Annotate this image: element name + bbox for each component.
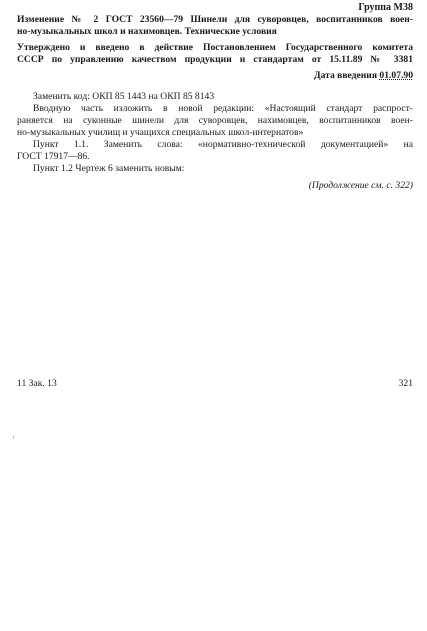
continuation-note: (Продолжение см. с. 322) bbox=[308, 180, 413, 191]
effective-date-value: 01.07.90 bbox=[379, 70, 413, 81]
amendment-title-line-1: Изменение № 2 ГОСТ 23560—79 Шинели для суворовцев, воспитанников воен- bbox=[17, 14, 413, 25]
effective-date-label: Дата введения bbox=[313, 70, 378, 81]
scan-speck bbox=[13, 436, 14, 439]
paragraph-clause-1-1-line-1: Пункт 1.1. Заменить слова: «нормативно-технической документацией» на bbox=[33, 139, 413, 150]
effective-date bbox=[314, 70, 413, 82]
paragraph-clause-1-2: Пункт 1.2 Чертеж 6 заменить новым: bbox=[33, 163, 185, 174]
approval-line-2: СССР по управлению качеством продукции и стандартам от 15.11.89 № 3381 bbox=[17, 54, 413, 65]
paragraph-code-replacement: Заменить код: ОКП 85 1443 на ОКП 85 8143 bbox=[33, 91, 215, 102]
paragraph-introduction-line-1: Вводную часть изложить в новой редакции: «Настоящий стандарт распрост- bbox=[33, 103, 413, 114]
paragraph-introduction-line-2: раняется на суконные шинели для суворовцев, нахимовцев, воспитанников воен- bbox=[17, 115, 413, 126]
footer-order-number: 11 Зак. 13 bbox=[17, 378, 57, 389]
paragraph-introduction-line-3: но-музыкальных училищ и учащихся специальных школ-интернатов» bbox=[17, 127, 304, 138]
amendment-title-line-2: но-музыкальных школ и нахимовцев. Технические условия bbox=[17, 26, 277, 37]
group-label: Группа М38 bbox=[358, 2, 413, 13]
paragraph-clause-1-1-line-2: ГОСТ 17917—86. bbox=[17, 151, 90, 162]
approval-line-1: Утверждено и введено в действие Постановлением Государственного комитета bbox=[17, 42, 413, 53]
page-number: 321 bbox=[398, 378, 413, 389]
